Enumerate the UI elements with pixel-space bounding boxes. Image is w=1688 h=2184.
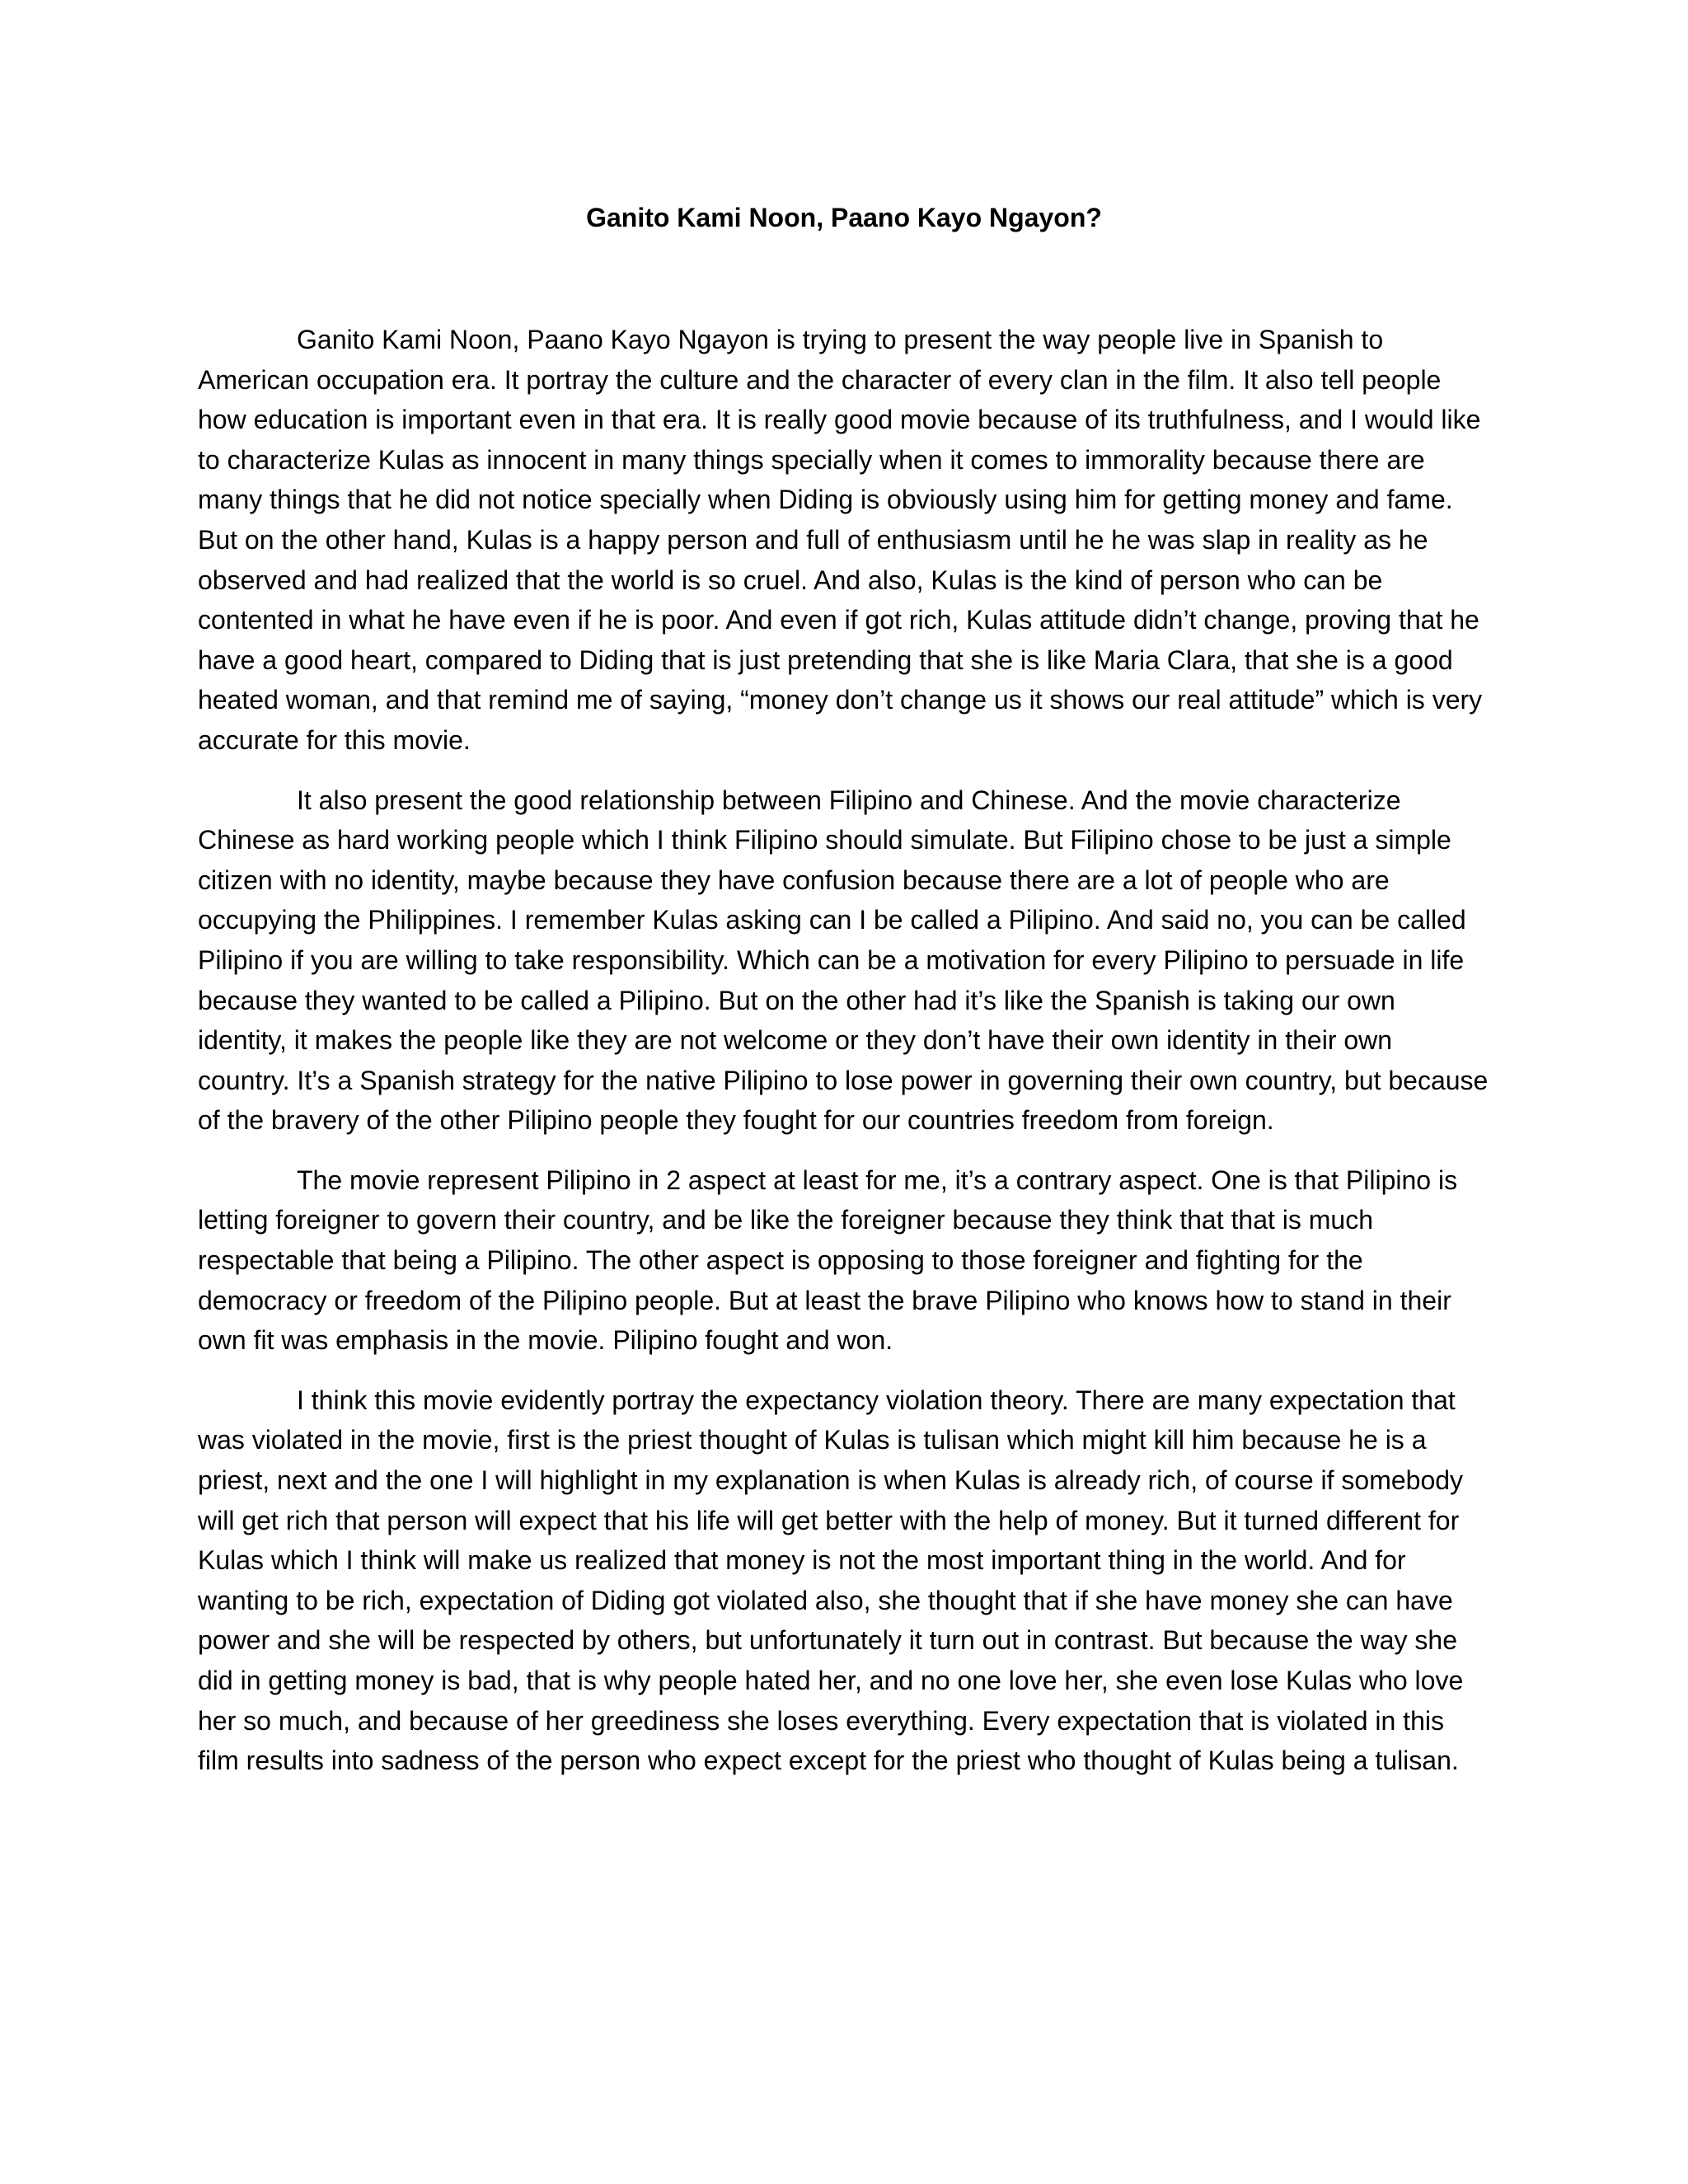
paragraph-2: It also present the good relationship between Filipino and Chinese. And the movie characterize Chinese as hard working people which I think Filipino should simulate. But Filipino chose to be just a simple citizen with no identity, maybe because they have confusion because there are a lot of people who are occupying the Philippines. I remember Kulas asking can I be called a Pilipino. And said no, you can be called Pilipino if you are willing to take responsibility. Which can be a motivation for every Pilipino to persuade in life because they wanted to be called a Pilipino. But on the other had it’s like the Spanish is taking our own identity, it makes the people like they are not welcome or they don’t have their own identity in their own country. It’s a Spanish strategy for the native Pilipino to lose power in governing their own country, but because of the bravery of the other Pilipino people they fought for our countries freedom from foreign. <box>198 785 1489 1136</box>
paragraph-4: I think this movie evidently portray the expectancy violation theory. There are many expectation that was violated in the movie, first is the priest thought of Kulas is tulisan which might kill him because he is a priest, next and the one I will highlight in my explanation is when Kulas is already rich, of course if somebody will get rich that person will expect that his life will get better with the help of money. But it turned different for Kulas which I think will make us realized that money is not the most important thing in the world. And for wanting to be rich, expectation of Diding got violated also, she thought that if she have money she can have power and she will be respected by others, but unfortunately it turn out in contrast. But because the way she did in getting money is bad, that is why people hated her, and no one love her, she even lose Kulas who love her so much, and because of her greediness she loses everything. Every expectation that is violated in this film results into sadness of the person who expect except for the priest who thought of Kulas being a tulisan. <box>198 1385 1464 1776</box>
document-body <box>198 320 1490 1801</box>
paragraph-1: Ganito Kami Noon, Paano Kayo Ngayon is trying to present the way people live in Spanish to American occupation era. It portray the culture and the character of every clan in the film. It also tell people how education is important even in that era. It is really good movie because of its truthfulness, and I would like to characterize Kulas as innocent in many things specially when it comes to immorality because there are many things that he did not notice specially when Diding is obviously using him for getting money and fame. But on the other hand, Kulas is a happy person and full of enthusiasm until he he was slap in reality as he observed and had realized that the world is so cruel. And also, Kulas is the kind of person who can be contented in what he have even if he is poor. And even if got rich, Kulas attitude didn’t change, proving that he have a good heart, compared to Diding that is just pretending that she is like Maria Clara, that she is a good heated woman, and that remind me of saying, “money don’t change us it shows our real attitude” which is very accurate for this movie. <box>198 325 1483 755</box>
paragraph-3: The movie represent Pilipino in 2 aspect at least for me, it’s a contrary aspect. One is that Pilipino is letting foreigner to govern their country, and be like the foreigner because they think that that is much respectable that being a Pilipino. The other aspect is opposing to those foreigner and fighting for the democracy or freedom of the Pilipino people. But at least the brave Pilipino who knows how to stand in their own fit was emphasis in the movie. Pilipino fought and won. <box>198 1165 1458 1356</box>
document-title: Ganito Kami Noon, Paano Kayo Ngayon? <box>586 203 1102 232</box>
